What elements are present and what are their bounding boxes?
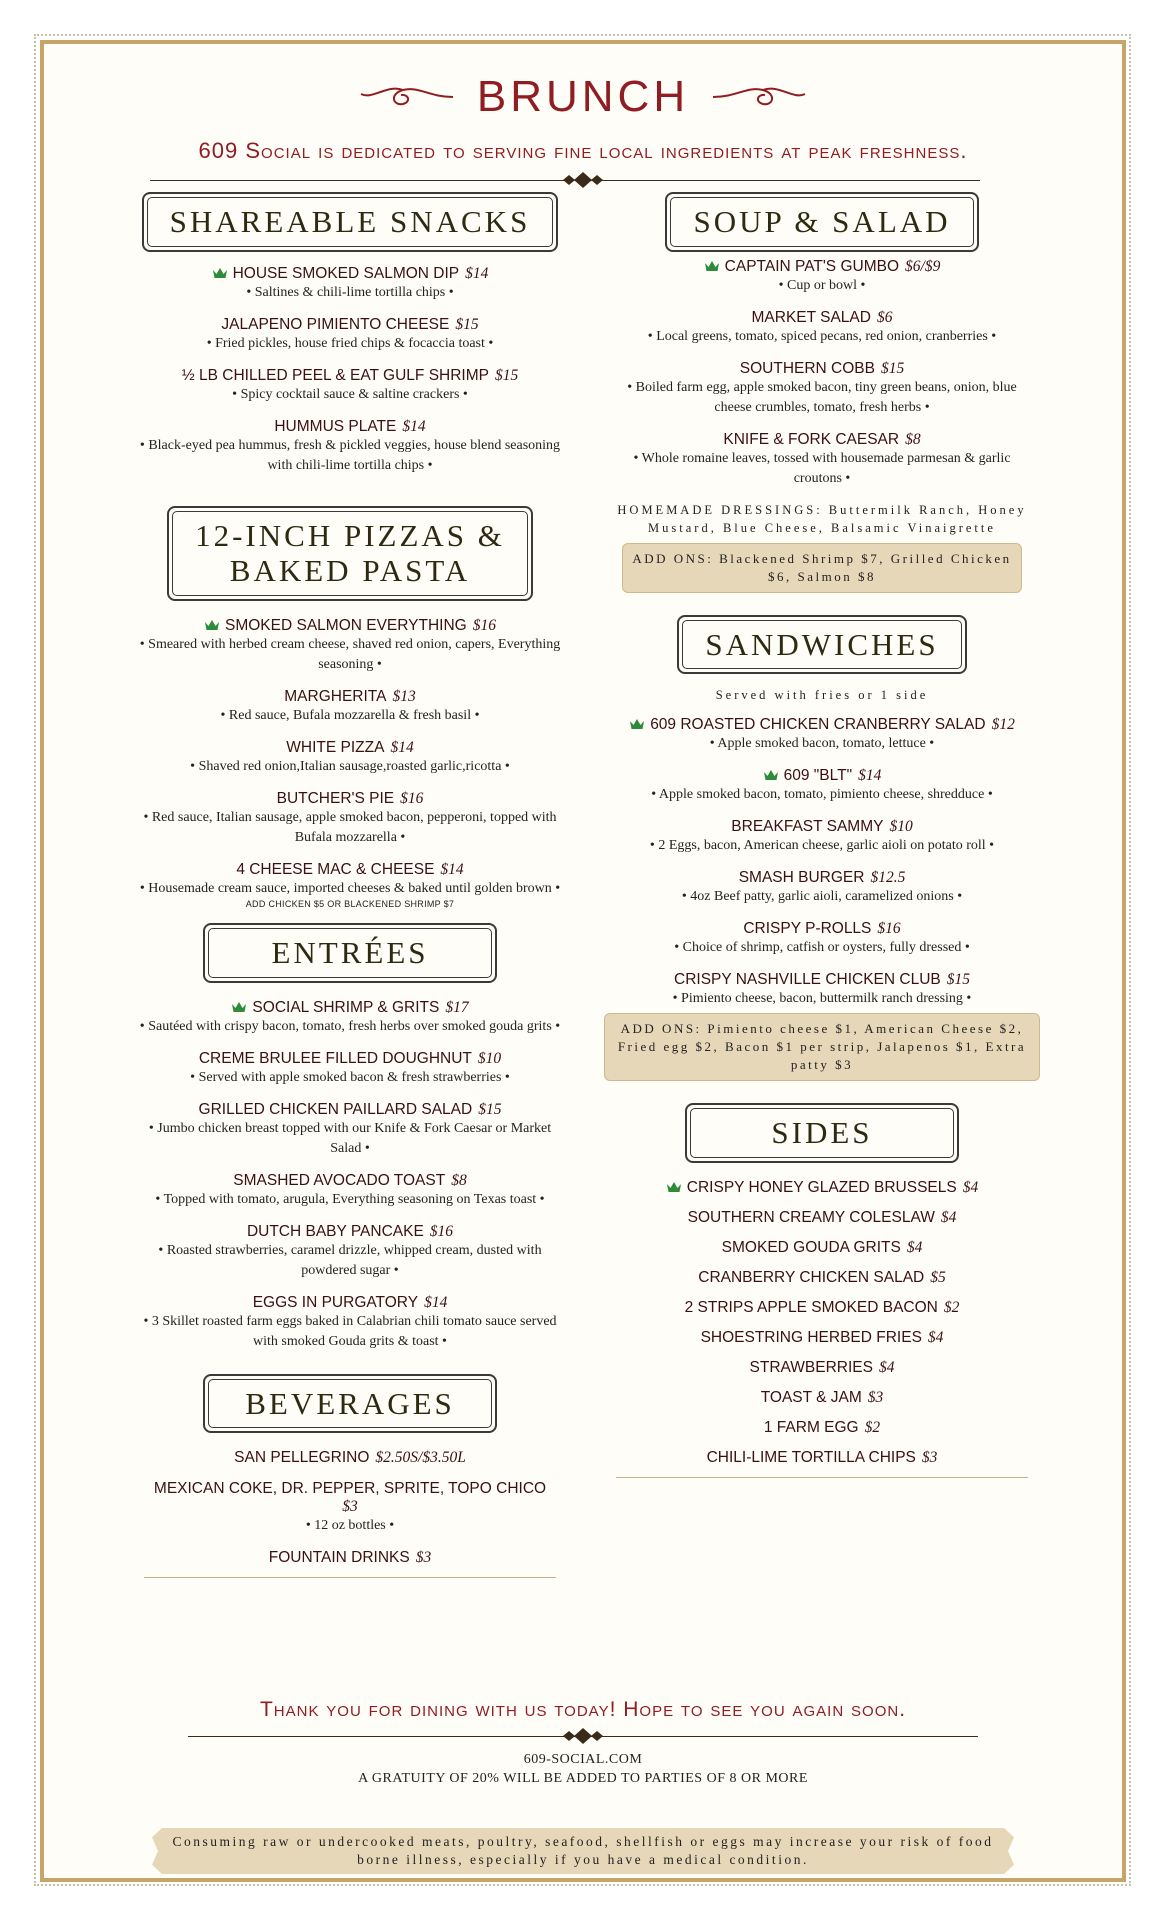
side-item: TOAST & JAM $3: [760, 1388, 884, 1406]
section-header-entrees: ENTRÉES: [203, 923, 496, 983]
section-end-ornament: [144, 1577, 556, 1578]
swirl-right-icon: [711, 82, 807, 112]
menu-item: FOUNTAIN DRINKS $3: [268, 1549, 432, 1567]
side-item: CHILI-LIME TORTILLA CHIPS $3: [706, 1448, 938, 1466]
crown-icon: [704, 259, 720, 273]
dressings-note: HOMEMADE DRESSINGS: Buttermilk Ranch, Honey Mustard, Blue Cheese, Balsamic Vinaigrette: [617, 502, 1027, 535]
crown-icon: [231, 1000, 247, 1014]
menu-item: MARKET SALAD $6 • Local greens, tomato, spiced pecans, red onion, cranberries •: [647, 308, 997, 344]
add-on-note: ADD CHICKEN $5 OR BLACKENED SHRIMP $7: [245, 898, 455, 909]
sandwich-addons: ADD ONS: Pimiento cheese $1, American Cheese $2, Fried egg $2, Bacon $1 per strip, Jalapenos $1, Extra patty $3: [604, 1013, 1040, 1081]
gratuity-note: A GRATUITY OF 20% WILL BE ADDED TO PARTIES OF 8 OR MORE: [358, 1771, 808, 1786]
menu-item: SMOKED SALMON EVERYTHING $16 • Smeared with herbed cream cheese, shaved red onion, capers, Everything seasoning •: [139, 616, 561, 672]
page-title: BRUNCH: [476, 72, 690, 121]
menu-item: EGGS IN PURGATORY $14 • 3 Skillet roasted farm eggs baked in Calabrian chili tomato sauce served with smoked Gouda grits & toast •: [143, 1293, 557, 1349]
food-safety-warning: Consuming raw or undercooked meats, poultry, seafood, shellfish or eggs may increase your risk of food borne illness, especially if you have a medical condition.: [162, 1828, 1004, 1874]
crown-icon: [204, 618, 220, 632]
menu-item: MARGHERITA $13 • Red sauce, Bufala mozzarella & fresh basil •: [220, 687, 480, 723]
menu-item: CRISPY NASHVILLE CHICKEN CLUB $15 • Pimiento cheese, bacon, buttermilk ranch dressing •: [672, 971, 972, 1007]
crown-icon: [763, 768, 779, 782]
diamond-ornament-icon: [553, 1726, 613, 1746]
side-item: SOUTHERN CREAMY COLESLAW $4: [687, 1208, 957, 1226]
menu-item: BUTCHER'S PIE $16 • Red sauce, Italian sausage, apple smoked bacon, pepperoni, topped with Bufala mozzarella •: [143, 789, 557, 845]
side-item: CRISPY HONEY GLAZED BRUSSELS $4: [612, 1179, 1032, 1197]
swirl-left-icon: [359, 82, 455, 112]
crown-icon: [629, 717, 645, 731]
menu-item: DUTCH BABY PANCAKE $16 • Roasted strawberries, caramel drizzle, whipped cream, dusted with powdered sugar •: [158, 1222, 542, 1278]
menu-item: 4 CHEESE MAC & CHEESE $14 • Housemade cream sauce, imported cheeses & baked until golden brown • ADD CHICKEN $5 OR BLACKENED SHRIMP $7: [139, 860, 561, 909]
section-header-soup-salad: SOUP & SALAD: [665, 192, 978, 252]
diamond-ornament-icon: [553, 170, 613, 190]
right-column: [612, 192, 1032, 1478]
menu-header: [0, 72, 1166, 122]
side-item: 2 STRIPS APPLE SMOKED BACON $2: [684, 1298, 960, 1316]
section-header-sides: SIDES: [685, 1103, 958, 1163]
menu-item: MEXICAN COKE, DR. PEPPER, SPRITE, TOPO CHICO $3 • 12 oz bottles •: [153, 1480, 547, 1534]
menu-item: HOUSE SMOKED SALMON DIP $14 • Saltines & chili-lime tortilla chips •: [138, 265, 562, 303]
sandwiches-subtitle: Served with fries or 1 side: [715, 688, 929, 703]
soup-salad-addons: ADD ONS: Blackened Shrimp $7, Grilled Chicken $6, Salmon $8: [622, 543, 1022, 593]
side-item: STRAWBERRIES $4: [749, 1358, 895, 1376]
menu-item: GRILLED CHICKEN PAILLARD SALAD $15 • Jumbo chicken breast topped with our Knife & Fork Caesar or Market Salad •: [148, 1100, 552, 1156]
section-header-pizzas: 12-INCH PIZZAS & BAKED PASTA: [167, 506, 533, 601]
menu-item: ½ LB CHILLED PEEL & EAT GULF SHRIMP $15 • Spicy cocktail sauce & saltine crackers •: [181, 366, 519, 402]
menu-item: CREME BRULEE FILLED DOUGHNUT $10 • Served with apple smoked bacon & fresh strawberries •: [190, 1049, 510, 1085]
tagline: 609 Social is dedicated to serving fine local ingredients at peak freshness.: [198, 138, 968, 163]
menu-item: KNIFE & FORK CAESAR $8 • Whole romaine leaves, tossed with housemade parmesan & garlic croutons •: [633, 430, 1011, 486]
menu-item: SAN PELLEGRINO $2.50S/$3.50L: [234, 1449, 466, 1467]
section-end-ornament: [616, 1477, 1028, 1478]
section-header-shareable-snacks: SHAREABLE SNACKS: [142, 192, 559, 252]
menu-item: SOCIAL SHRIMP & GRITS $17 • Sautéed with crispy bacon, tomato, fresh herbs over smoked gouda grits •: [139, 998, 561, 1034]
side-item: SHOESTRING HERBED FRIES $4: [700, 1328, 944, 1346]
crown-icon: [212, 266, 228, 280]
menu-item: SMASH BURGER $12.5 • 4oz Beef patty, garlic aioli, caramelized onions •: [681, 869, 963, 905]
thank-you-message: Thank you for dining with us today! Hope to see you again soon.: [259, 1698, 907, 1721]
left-column: [138, 192, 562, 1578]
menu-item: CRISPY P-ROLLS $16 • Choice of shrimp, catfish or oysters, fully dressed •: [674, 920, 970, 956]
section-header-sandwiches: SANDWICHES: [677, 615, 966, 675]
side-item: 1 FARM EGG $2: [763, 1418, 881, 1436]
section-header-beverages: BEVERAGES: [203, 1374, 497, 1434]
side-item: CRANBERRY CHICKEN SALAD $5: [698, 1268, 946, 1286]
menu-item: JALAPENO PIMIENTO CHEESE $15 • Fried pickles, house fried chips & focaccia toast •: [206, 315, 494, 351]
menu-item: 609 "BLT" $14 • Apple smoked bacon, tomato, pimiento cheese, shredduce •: [651, 767, 993, 803]
menu-item: SOUTHERN COBB $15 • Boiled farm egg, apple smoked bacon, tiny green beans, onion, blue cheese crumbles, tomato, fresh herbs •: [627, 359, 1017, 415]
website-link: 609-SOCIAL.COM: [523, 1752, 643, 1767]
menu-item: WHITE PIZZA $14 • Shaved red onion,Italian sausage,roasted garlic,ricotta •: [190, 738, 510, 774]
menu-item: 609 ROASTED CHICKEN CRANBERRY SALAD $12 • Apple smoked bacon, tomato, lettuce •: [612, 716, 1032, 754]
menu-item: SMASHED AVOCADO TOAST $8 • Topped with tomato, arugula, Everything seasoning on Texas toast •: [155, 1171, 545, 1207]
menu-item: HUMMUS PLATE $14 • Black-eyed pea hummus, fresh & pickled veggies, house blend seasoning with chili-lime tortilla chips •: [139, 417, 561, 473]
menu-item: BREAKFAST SAMMY $10 • 2 Eggs, bacon, American cheese, garlic aioli on potato roll •: [649, 818, 995, 854]
crown-icon: [666, 1180, 682, 1194]
side-item: SMOKED GOUDA GRITS $4: [721, 1238, 923, 1256]
menu-item: CAPTAIN PAT'S GUMBO $6/$9 • Cup or bowl •: [612, 258, 1032, 296]
